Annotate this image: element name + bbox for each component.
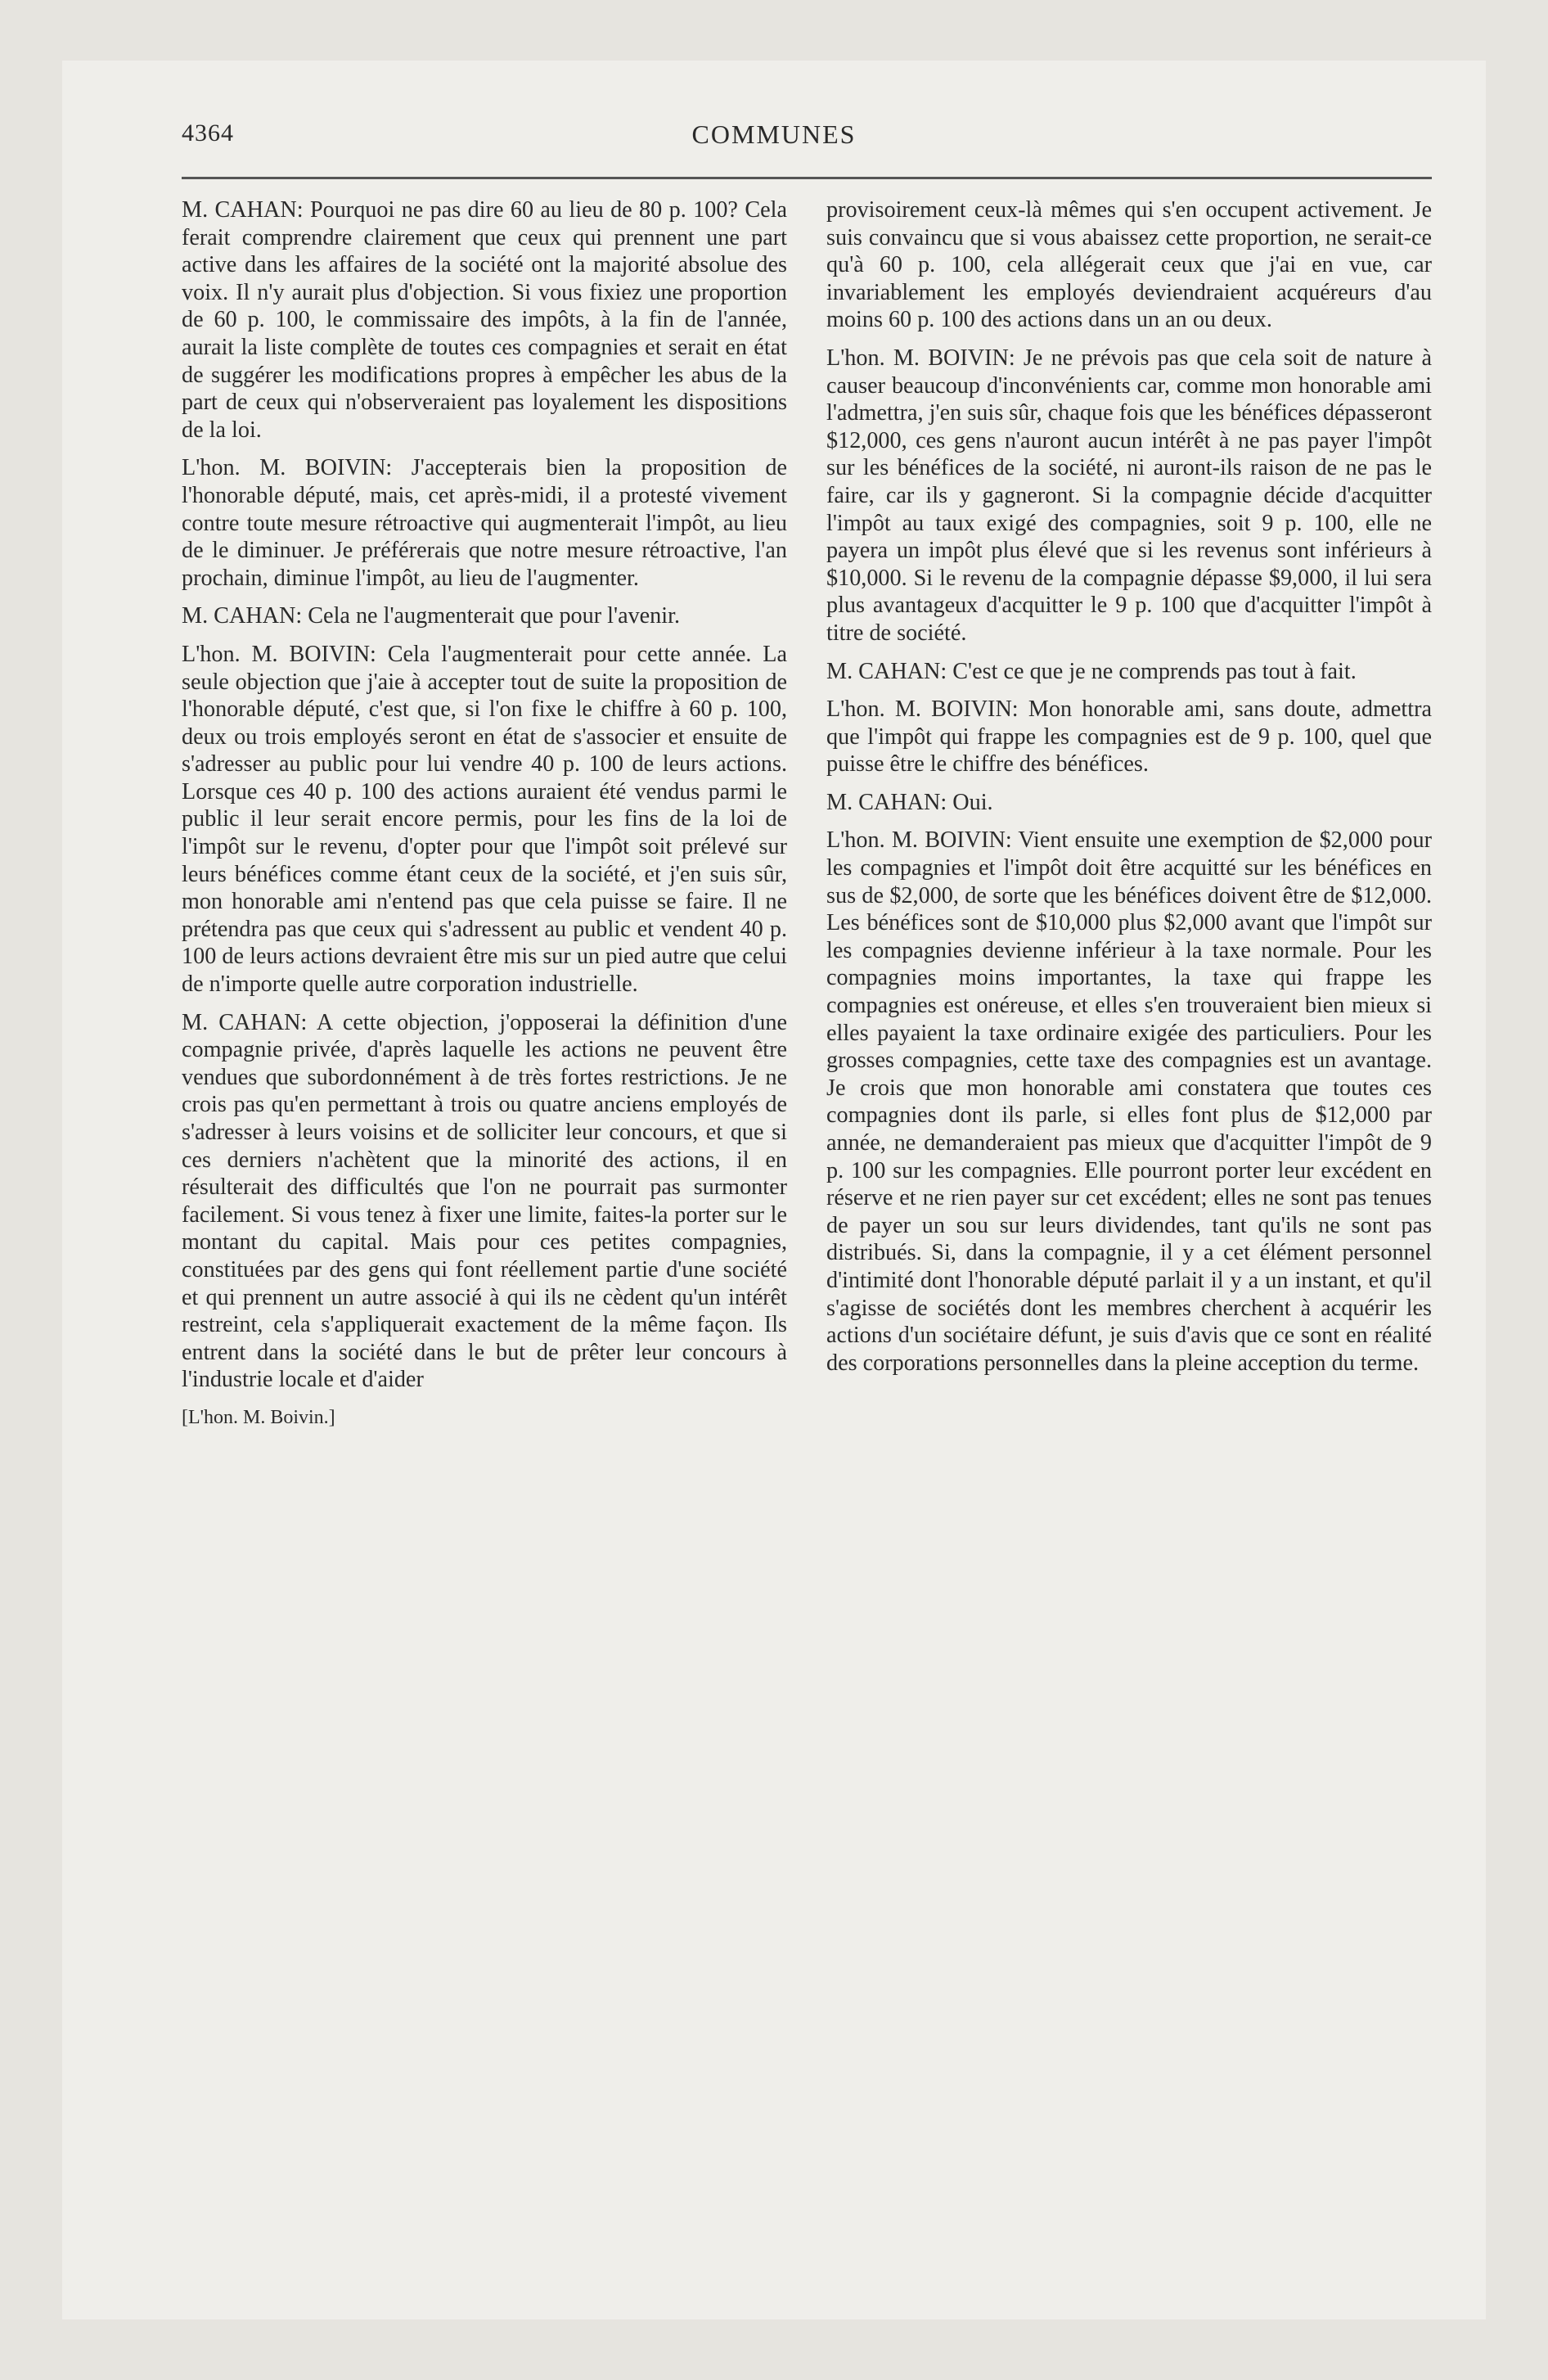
paragraph: M. CAHAN: Pourquoi ne pas dire 60 au lieu de 80 p. 100? Cela ferait comprendre clairement que ceux qui prennent une part active dans les affaires de la société ont la majorité absolue des voix. Il n'y aurait plus d'objection. Si vous fixiez une proportion de 60 p. 100, le commissaire des impôts, à la fin de l'année, aurait la liste complète de toutes ces compagnies et serait en état de suggérer les modifications propres à empêcher les abus de la part de ceux qui n'observeraient pas loyalement les dispositions de la loi. [182, 197, 787, 443]
paragraph: provisoirement ceux-là mêmes qui s'en occupent activement. Je suis convaincu que si vous abaissez cette proportion, ne serait-ce qu'à 60 p. 100, cela allégerait ceux que j'ai en vue, car invariablement les employés deviendraient acquéreurs d'au moins 60 p. 100 des actions dans un an ou deux. [826, 197, 1432, 333]
paragraph: L'hon. M. BOIVIN: Mon honorable ami, sans doute, admettra que l'impôt qui frappe les compagnies est de 9 p. 100, quel que puisse être le chiffre des bénéfices. [826, 696, 1432, 778]
paragraph: L'hon. M. BOIVIN: Vient ensuite une exemption de $2,000 pour les compagnies et l'impôt doit être acquitté sur les bénéfices en sus de $2,000, de sorte que les bénéfices doivent être de $12,000. Les bénéfices sont de $10,000 plus $2,000 avant que l'impôt sur les compagnies devienne inférieur à la taxe normale. Pour les compagnies moins importantes, la taxe qui frappe les compagnies est onéreuse, et elles s'en trouveraient bien mieux si elles payaient la taxe ordinaire exigée des particuliers. Pour les grosses compagnies, cette taxe des compagnies est un avantage. Je crois que mon honorable ami constatera que toutes ces compagnies dont ils parle, si elles font plus de $12,000 par année, ne demanderaient pas mieux que d'acquitter l'impôt de 9 p. 100 sur les compagnies. Elle pourront porter leur excédent en réserve et ne rien payer sur cet excédent; elles ne sont pas tenues de payer un sou sur leurs dividendes, tant qu'ils ne sont pas distribués. Si, dans la compagnie, il y a cet élément personnel d'intimité dont l'honorable député parlait il y a un instant, et qu'il s'agisse de sociétés dont les membres cherchent à acquérir les actions d'un sociétaire défunt, je suis d'avis que ce sont en réalité des corporations personnelles dans la pleine acception du terme. [826, 827, 1432, 1376]
left-column [182, 196, 787, 1432]
paragraph: L'hon. M. BOIVIN: J'accepterais bien la proposition de l'honorable député, mais, cet après-midi, il a protesté vivement contre toute mesure rétroactive qui augmenterait l'impôt, au lieu de le diminuer. Je préférerais que notre mesure rétroactive, l'an prochain, diminue l'impôt, au lieu de l'augmenter. [182, 455, 787, 591]
running-head: COMMUNES [691, 119, 857, 149]
right-column [826, 196, 1432, 1387]
paragraph: M. CAHAN: C'est ce que je ne comprends pas tout à fait. [826, 658, 1357, 684]
paragraph: L'hon. M. BOIVIN: Cela l'augmenterait pour cette année. La seule objection que j'aie à accepter tout de suite la proposition de l'honorable député, c'est que, si l'on fixe le chiffre à 60 p. 100, deux ou trois employés seront en état de s'associer et ensuite de s'adresser au public pour lui vendre 40 p. 100 de leurs actions. Lorsque ces 40 p. 100 des actions auraient été vendus parmi le public il leur serait encore permis, pour les fins de la loi de l'impôt sur le revenu, d'opter pour que l'impôt soit prélevé sur leurs bénéfices comme étant ceux de la société, et j'en suis sûr, mon honorable ami n'entend pas que cela puisse se faire. Il ne prétendra pas que ceux qui s'adressent au public et vendent 40 p. 100 de leurs actions devraient être mis sur un pied autre que celui de n'importe quelle autre corporation industrielle. [182, 641, 787, 998]
paragraph: M. CAHAN: Oui. [826, 789, 993, 815]
speaker-footnote: [L'hon. M. Boivin.] [182, 1406, 335, 1428]
paragraph: L'hon. M. BOIVIN: Je ne prévois pas que cela soit de nature à causer beaucoup d'inconvénients car, comme mon honorable ami l'admettra, j'en suis sûr, chaque fois que les bénéfices dépasseront $12,000, ces gens n'auront aucun intérêt à ne pas payer l'impôt sur les bénéfices de la société, ni auront-ils raison de ne pas le faire, car ils y gagneront. Si la compagnie décide d'acquitter l'impôt au taux exigé des compagnies, soit 9 p. 100, elle ne payera un impôt plus élevé que si les revenus sont inférieurs à $10,000. Si le revenu de la compagnie dépasse $9,000, il lui sera plus avantageux d'acquitter le 9 p. 100 que d'acquitter l'impôt à titre de société. [826, 345, 1432, 646]
paragraph: M. CAHAN: Cela ne l'augmenterait que pour l'avenir. [182, 603, 680, 629]
paragraph: M. CAHAN: A cette objection, j'opposerai la définition d'une compagnie privée, d'après laquelle les actions ne peuvent être vendues que subordonnément à de très fortes restrictions. Je ne crois pas qu'en permettant à trois ou quatre anciens employés de s'adresser à leurs voisins et de solliciter leur concours, et que si ces derniers n'achètent que la minorité des actions, il en résulterait des difficultés que l'on ne pourrait pas surmonter facilement. Si vous tenez à fixer une limite, faites-la porter sur le montant du capital. Mais pour ces petites compagnies, constituées par des gens qui font réellement partie d'une société et qui prennent un autre associé à qui ils ne cèdent qu'un intérêt restreint, cela s'appliquerait exactement de la même façon. Ils entrent dans la société dans le but de prêter leur concours à l'industrie locale et d'aider [182, 1009, 787, 1393]
document-page [62, 61, 1486, 2319]
page-number: 4364 [182, 119, 234, 146]
header-rule [182, 177, 1432, 179]
